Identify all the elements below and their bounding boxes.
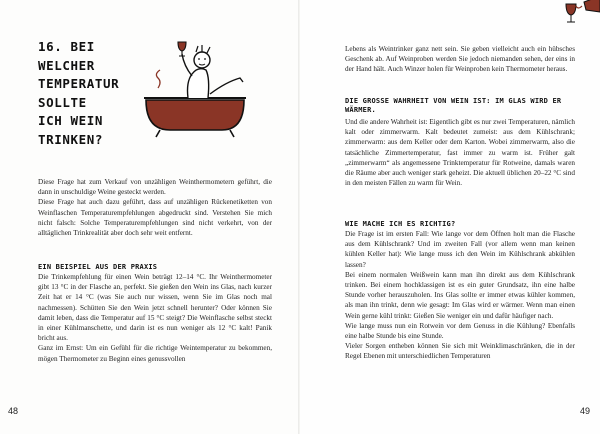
continued-text: [345, 44, 575, 75]
paragraph: Und die andere Wahrheit ist: Eigentlich gibt es nur zwei Temperaturen, nämlich kalt oder zimmerwarm. Kalt bedeutet zumeist: aus dem Kühlschrank; zimmerwarm: aus dem Keller oder dem Karton. Wobei zimmerwarm, also die tatsächliche Zimmertemperatur, fast immer zu warm ist. Früher galt „zimmerwarm“ als angemessene Trinktemperatur für Rotweine, damals waren die Räume aber auch weniger stark geheizt. Die aktuell üblichen 20–22 °C sind in den meisten Fällen zu warm für Wein.: [345, 118, 575, 188]
section-heading: EIN BEISPIEL AUS DER PRAXIS: [38, 263, 158, 271]
paragraph: Ganz im Ernst: Um ein Gefühl für die richtige Weintemperatur zu bekommen, mögen Thermometer zu Beginn eines genussvollen: [38, 344, 272, 363]
title-line: WELCHER: [38, 57, 95, 73]
paragraph: Vieler Sorgen entheben können Sie sich mit Weinklimaschränken, die in der Regel Ebenen mit unterschiedlichen Temperaturen: [345, 342, 575, 361]
paragraph: Wie lange muss nun ein Rotwein vor dem Genuss in die Kühlung? Ebenfalls eine halbe Stunde bis eine Stunde.: [345, 321, 575, 341]
bathtub-illustration: [140, 38, 250, 138]
page-number: 48: [8, 406, 19, 416]
paragraph: Lebens als Weintrinker ganz nett sein. Sie geben vielleicht auch ein hübsches Geschenk ab. Auf Weinproben werden Sie jedoch niemanden sehen, der eins in der Hand hält. Auch Winzer holen für Weinproben kein Thermometer heraus.: [345, 45, 575, 74]
chapter-title: [38, 38, 138, 149]
title-line: TRINKEN?: [38, 131, 104, 147]
example-text: [38, 272, 272, 364]
section-heading: DIE GROSSE WAHRHEIT VON WEIN IST: IM GLAS WIRD ER WÄRMER.: [345, 97, 562, 114]
title-line: SOLLTE: [38, 94, 87, 110]
intro-text: [38, 177, 272, 238]
title-line: 16. BEI: [38, 39, 95, 54]
paragraph: Die Trinkempfehlung für einen Wein beträgt 12–14 °C. Ihr Weinthermometer gibt 13 °C in der Flasche an, perfekt. Sie gießen den Wein ins Glas, nach kurzer Zeit hat er 14 °C (was Sie auch nur wissen, wenn Sie im Glas noch mal nachmessen). Schütten Sie den Wein jetzt schnell herunter? Oder können Sie damit leben, dass die Temperatur auf 15 °C steigt? Die Weinflasche selbst steckt in einer Kühlmanschette, und darin ist es nun weniger als 12 °C kalt! Panik bricht aus.: [38, 273, 272, 343]
howto-text: [345, 229, 575, 362]
paragraph: Bei einem normalen Weißwein kann man ihn direkt aus dem Kühlschrank trinken. Bei einem hochklassigen ist es ein guter Grundsatz, ihn eine halbe Stunde vorher herauszuholen. Ins Glas sollte er immer etwas kühler kommen, als man ihn trinkt, denn wie gesagt: Im Glas wird er wärmer. Wenn man einen Wein gerne kühl trinkt: Gießen Sie weniger ein und dafür häufiger nach.: [345, 270, 575, 320]
paragraph: Diese Frage hat zum Verkauf von unzähligen Weinthermometern geführt, die dann in unschuldige Weine gesteckt werden.: [38, 178, 272, 197]
paragraph: Diese Frage hat auch dazu geführt, dass auf unzähligen Rückenetiketten von Weinflaschen Temperaturempfehlungen abgedruckt sind. Verstehen Sie mich nicht falsch: Solche Temperaturempfehlungen sind nicht verkehrt, von der alltäglichen Trinkrealität aber doch sehr weit entfernt.: [38, 198, 272, 238]
title-line: TEMPERATUR: [38, 76, 120, 91]
wine-glass-bottle-icon: [560, 0, 600, 32]
title-line: ICH WEIN: [38, 113, 104, 128]
section-heading: WIE MACHE ICH ES RICHTIG?: [345, 220, 456, 228]
page-number: 49: [579, 406, 590, 416]
truth-text: [345, 117, 575, 188]
paragraph: Die Frage ist im ersten Fall: Wie lange vor dem Öffnen holt man die Flasche aus dem Kühlschrank? Und im zweiten Fall (vor allem wenn man keinen kühlen Keller hat): Wie lange muss ich den Wein im Kühlschrank abkühlen lassen?: [345, 230, 575, 269]
